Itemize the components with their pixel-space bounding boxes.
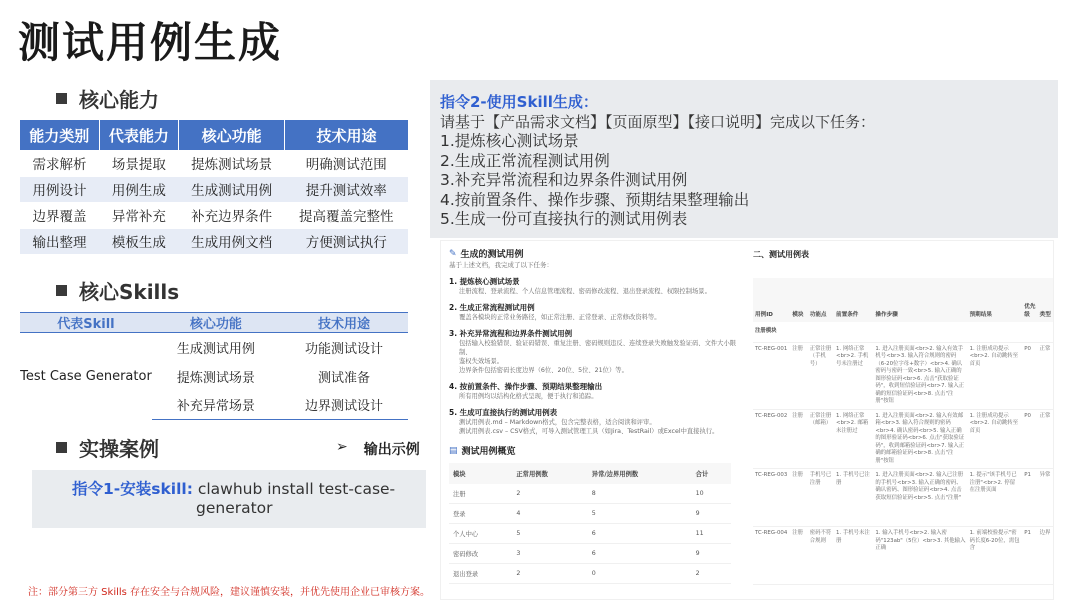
instruction-step: 5.生成一份可直接执行的测试用例表 bbox=[440, 210, 688, 228]
table-cell: 1. 进入注册页面<br>2. 输入已注册的手机号<br>3. 输入正确的密码、确认密码、图形验证码<br>4. 点击获取短信验证码<br>5. 点击"注册" bbox=[873, 469, 967, 527]
table-cell: 5 bbox=[588, 504, 692, 524]
table-row bbox=[449, 504, 731, 524]
col-header: 操作步骤 bbox=[873, 278, 967, 322]
doc-section-item: 测试用例表.md – Markdown格式，包含完整表格，适合阅读和评审。 bbox=[459, 419, 656, 426]
table-cell: 退出登录 bbox=[449, 564, 512, 584]
table-cell: TC-REG-004 bbox=[753, 527, 790, 585]
table-cell: 正常 bbox=[1038, 409, 1053, 469]
chart-icon: ▤ bbox=[449, 445, 458, 456]
table-cell: 注册 bbox=[790, 527, 808, 585]
table-group-row bbox=[753, 322, 1053, 342]
table-cell: 正常注册（手机号） bbox=[808, 342, 834, 409]
table-cell: 6 bbox=[588, 524, 692, 544]
case-table bbox=[753, 278, 1053, 585]
table-cell: 6 bbox=[588, 544, 692, 564]
practice-heading bbox=[56, 433, 159, 462]
instruction-step: 1.提炼核心测试场景 bbox=[440, 132, 579, 150]
col-header: 类型 bbox=[1038, 278, 1053, 322]
table-cell: 1. 进入注册页面<br>2. 输入有效邮箱<br>3. 输入符合规则的密码<br>4. 确认密码<br>5. 输入正确的图形验证码<br>6. 点击"获取验证码"，收到邮箱验证码<br>7. 输入正确的邮箱验证码<br>8. 点击"注册"按钮 bbox=[873, 409, 967, 469]
table-row bbox=[753, 469, 1053, 527]
table-cell: 边界 bbox=[1038, 527, 1053, 585]
table-row bbox=[20, 176, 408, 202]
table-cell: 登录 bbox=[449, 504, 512, 524]
table-cell: TC-REG-003 bbox=[753, 469, 790, 527]
table-cell: 0 bbox=[588, 564, 692, 584]
command-key: 指令1-安装skill: bbox=[72, 480, 193, 498]
table-row bbox=[449, 564, 731, 584]
core-skills-heading bbox=[56, 276, 179, 305]
overview-title-text: 测试用例概览 bbox=[461, 447, 516, 457]
table-cell: 生成测试用例 bbox=[176, 341, 255, 357]
instruction-step: 3.补充异常流程和边界条件测试用例 bbox=[440, 171, 688, 189]
practice-heading-text: 实操案例 bbox=[79, 437, 159, 461]
page-title: 测试用例生成 bbox=[18, 18, 283, 67]
table-cell: 注册 bbox=[790, 409, 808, 469]
table-cell: 10 bbox=[692, 484, 731, 504]
table-cell: 8 bbox=[588, 484, 692, 504]
pencil-icon: ✎ bbox=[449, 248, 457, 259]
doc-section-heading: 3. 补充异常流程和边界条件测试用例 bbox=[449, 329, 573, 338]
overview-title bbox=[449, 444, 739, 457]
col-header: 功能点 bbox=[808, 278, 834, 322]
col-header: 核心功能 bbox=[152, 313, 280, 333]
table-cell: 5 bbox=[512, 524, 587, 544]
table-row bbox=[20, 150, 408, 176]
core-ability-heading bbox=[56, 84, 159, 113]
output-example-text: 输出示例 bbox=[363, 442, 420, 458]
table-cell: P0 bbox=[1022, 342, 1037, 409]
doc-section-item: 测试用例表.csv – CSV格式，可导入测试管理工具（如Jira、TestRail）或Excel中直接执行。 bbox=[459, 428, 719, 435]
table-row bbox=[753, 342, 1053, 409]
doc-intro: 基于上述文档，我完成了以下任务： bbox=[449, 261, 553, 269]
table-cell: 1. 注册成功提示<br>2. 自动跳转至首页 bbox=[968, 409, 1023, 469]
square-bullet-icon bbox=[56, 93, 67, 104]
doc-section-heading: 5. 生成可直接执行的测试用例表 bbox=[449, 408, 558, 417]
doc-title bbox=[449, 247, 739, 260]
table-cell: 用例设计 bbox=[20, 176, 99, 202]
doc-section-item: 覆盖各模块的正常业务路径，如正常注册、正常登录、正常修改资料等。 bbox=[459, 314, 661, 321]
table-cell: TC-REG-001 bbox=[753, 342, 790, 409]
table-row bbox=[753, 409, 1053, 469]
table-cell: 提高覆盖完整性 bbox=[299, 209, 394, 225]
col-header: 异常/边界用例数 bbox=[588, 463, 692, 484]
table-cell: 异常补充 bbox=[111, 209, 166, 225]
table-cell: 2 bbox=[692, 564, 731, 584]
table-row bbox=[449, 524, 731, 544]
table-cell: 11 bbox=[692, 524, 731, 544]
col-header: 核心功能 bbox=[179, 120, 285, 150]
col-header: 模块 bbox=[449, 463, 512, 484]
table-cell: 密码修改 bbox=[449, 544, 512, 564]
table-cell: 补充异常场景 bbox=[152, 391, 280, 420]
table-cell: 1. 提示"该手机号已注册"<br>2. 停留在注册页面 bbox=[968, 469, 1023, 527]
instruction-box bbox=[430, 80, 1058, 238]
table-cell: 用例生成 bbox=[99, 176, 179, 202]
doc-section-item: 所有用例均以结构化格式呈现，便于执行和追踪。 bbox=[459, 393, 598, 400]
table-cell: TC-REG-002 bbox=[753, 409, 790, 469]
col-header: 代表Skill bbox=[20, 313, 152, 333]
table-cell: P1 bbox=[1022, 527, 1037, 585]
arrow-icon: ➢ bbox=[336, 439, 348, 455]
table-cell: 输出整理 bbox=[20, 228, 99, 254]
table-cell: 场景提取 bbox=[111, 156, 166, 173]
core-ability-heading-text: 核心能力 bbox=[79, 88, 159, 112]
table-cell: 1. 网络正常<br>2. 邮箱未注册过 bbox=[834, 409, 873, 469]
output-example-label bbox=[336, 439, 420, 459]
table-cell: 1. 输入手机号<br>2. 输入密码"123ab"（5位）<br>3. 其他输入正确 bbox=[873, 527, 967, 585]
col-header: 技术用途 bbox=[280, 313, 408, 333]
table-cell: 需求解析 bbox=[32, 156, 87, 173]
table-cell: 方便测试执行 bbox=[285, 228, 408, 254]
table-cell: 个人中心 bbox=[449, 524, 512, 544]
table-cell: P1 bbox=[1022, 469, 1037, 527]
table-cell: 异常 bbox=[1038, 469, 1053, 527]
col-header: 优先级 bbox=[1022, 278, 1037, 322]
doc-section-item: 鉴权失效场景。 bbox=[459, 358, 504, 365]
core-skills-table bbox=[20, 312, 408, 420]
case-table-title: 二、测试用例表 bbox=[753, 250, 809, 259]
table-cell: 注册 bbox=[449, 484, 512, 504]
table-cell: 边界覆盖 bbox=[32, 209, 87, 225]
instruction-heading: 指令2-使用Skill生成： bbox=[440, 93, 598, 111]
col-header: 合计 bbox=[692, 463, 731, 484]
table-cell: 1. 网络正常<br>2. 手机号未注册过 bbox=[834, 342, 873, 409]
col-header: 模块 bbox=[790, 278, 808, 322]
table-cell: 边界测试设计 bbox=[280, 391, 408, 420]
square-bullet-icon bbox=[56, 442, 67, 453]
table-cell: 4 bbox=[512, 504, 587, 524]
doc-left-panel bbox=[449, 247, 739, 584]
col-header: 前置条件 bbox=[834, 278, 873, 322]
table-cell: P0 bbox=[1022, 409, 1037, 469]
table-cell: 生成用例文档 bbox=[179, 228, 285, 254]
table-cell: 3 bbox=[512, 544, 587, 564]
doc-section-item: 边界条件包括密码长度边界（6位、20位、5位、21位）等。 bbox=[459, 367, 628, 374]
table-cell: 明确测试范围 bbox=[305, 156, 387, 173]
col-header: 能力类别 bbox=[20, 120, 99, 150]
doc-section-heading: 2. 生成正常流程测试用例 bbox=[449, 303, 535, 312]
table-row bbox=[20, 202, 408, 228]
instruction-step: 2.生成正常流程测试用例 bbox=[440, 151, 610, 170]
table-cell: 9 bbox=[692, 504, 731, 524]
table-cell: 测试准备 bbox=[317, 370, 370, 386]
doc-section-heading: 4. 按前置条件、操作步骤、预期结果整理输出 bbox=[449, 382, 603, 391]
col-header: 代表能力 bbox=[99, 120, 179, 150]
doc-section-item: 包括输入校验错误、验证码错误、重复注册、密码规则违反、连续登录失败触发验证码、文件大小限制、 bbox=[459, 340, 737, 356]
table-cell: 正常注册（邮箱） bbox=[808, 409, 834, 469]
table-cell: 正常 bbox=[1038, 342, 1053, 409]
table-cell: 提炼测试场景 bbox=[176, 370, 255, 386]
table-cell: 补充边界条件 bbox=[191, 209, 273, 225]
table-row bbox=[753, 527, 1053, 585]
doc-title-text: 生成的测试用例 bbox=[460, 250, 524, 260]
table-cell: 功能测试设计 bbox=[304, 341, 383, 357]
table-cell: 2 bbox=[512, 564, 587, 584]
square-bullet-icon bbox=[56, 285, 67, 296]
table-cell: 提炼测试场景 bbox=[191, 156, 273, 173]
risk-note: 注：部分第三方 Skills 存在安全与合规风险，建议谨慎安装，并优先使用企业已审核方案。 bbox=[28, 587, 431, 598]
table-row bbox=[449, 544, 731, 564]
table-cell: 1. 前端校验提示"密码长度6-20位，需包含 bbox=[968, 527, 1023, 585]
col-header: 正常用例数 bbox=[512, 463, 587, 484]
table-cell: 注册 bbox=[790, 342, 808, 409]
col-header: 技术用途 bbox=[285, 120, 408, 150]
col-header: 用例ID bbox=[753, 278, 790, 322]
table-cell: 密码不符合规则 bbox=[808, 527, 834, 585]
output-document bbox=[440, 240, 1054, 600]
command-value: clawhub install test-case- bbox=[197, 480, 396, 498]
table-cell: 1. 进入注册页面<br>2. 输入有效手机号<br>3. 输入符合规则的密码（6-20位字母+数字）<br>4. 确认密码与密码一致<br>5. 输入正确的图形验证码<br>6. 点击"获取验证码"，收到短信验证码<br>7. 输入正确的短信验证码<br>8. 点击"注册"按钮 bbox=[873, 342, 967, 409]
doc-section-item: 注册流程、登录流程、个人信息管理流程、密码修改流程、退出登录流程、权限控制场景。 bbox=[459, 288, 711, 295]
table-row bbox=[20, 333, 408, 362]
table-cell: 提升测试效率 bbox=[285, 176, 408, 202]
table-row bbox=[20, 228, 408, 254]
doc-right-panel bbox=[753, 249, 1053, 585]
group-label: 注册模块 bbox=[753, 322, 1053, 342]
core-skills-heading-text: 核心Skills bbox=[79, 280, 180, 304]
instruction-step: 4.按前置条件、操作步骤、预期结果整理输出 bbox=[440, 190, 750, 209]
core-ability-table bbox=[20, 120, 408, 255]
table-row bbox=[449, 484, 731, 504]
skill-name-cell: Test Case Generator bbox=[20, 368, 152, 384]
table-cell: 手机号已注册 bbox=[808, 469, 834, 527]
table-cell: 2 bbox=[512, 484, 587, 504]
table-cell: 1. 手机号已注册 bbox=[834, 469, 873, 527]
table-cell: 9 bbox=[692, 544, 731, 564]
table-cell: 生成测试用例 bbox=[179, 176, 285, 202]
table-cell: 注册 bbox=[790, 469, 808, 527]
table-cell: 1. 手机号未注册 bbox=[834, 527, 873, 585]
overview-table bbox=[449, 463, 731, 584]
install-command-box bbox=[32, 470, 426, 528]
instruction-intro: 请基于【产品需求文档】【页面原型】【接口说明】完成以下任务： bbox=[440, 113, 876, 131]
table-cell: 1. 注册成功提示<br>2. 自动跳转至首页 bbox=[968, 342, 1023, 409]
col-header: 预期结果 bbox=[968, 278, 1023, 322]
table-cell: 模板生成 bbox=[99, 228, 179, 254]
command-value-cont: generator bbox=[196, 499, 273, 517]
doc-section-heading: 1. 提炼核心测试场景 bbox=[449, 277, 520, 286]
